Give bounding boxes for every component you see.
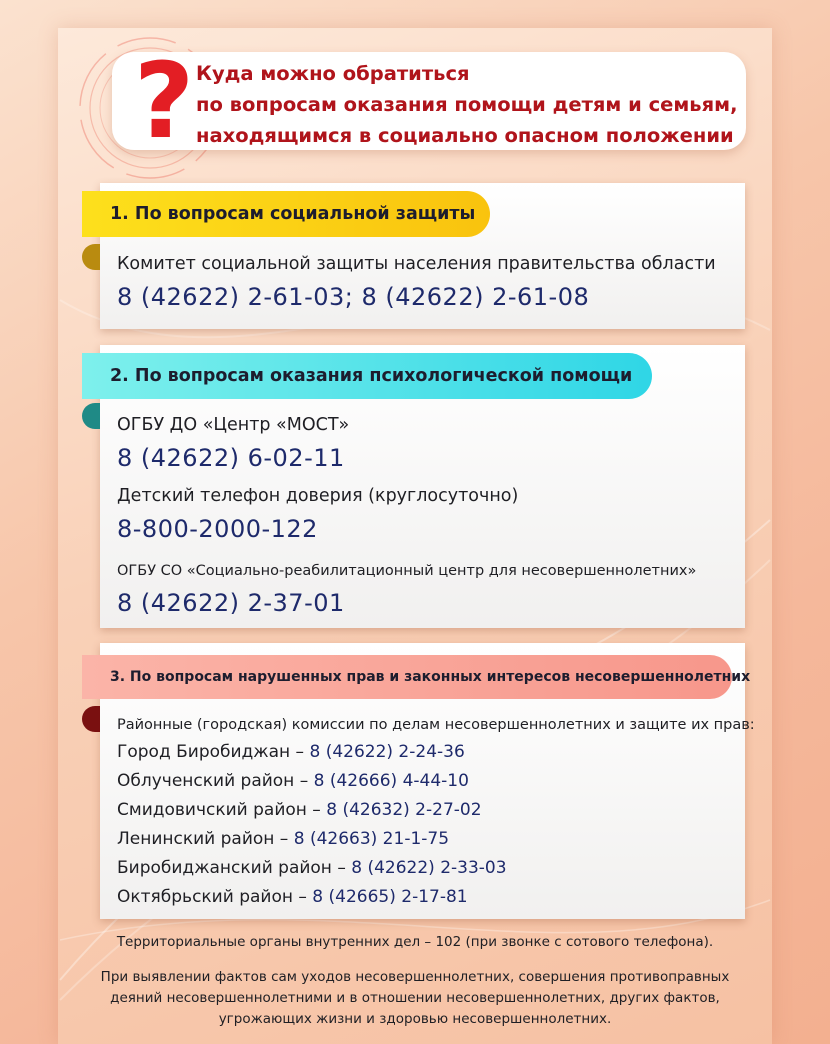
section-2-heading: 2. По вопросам оказания психологической помощи — [82, 353, 652, 399]
commission-name: Облученский район – — [117, 771, 314, 791]
commission-name: Ленинский район – — [117, 829, 294, 849]
title-line-1: Куда можно обратиться — [196, 62, 470, 85]
page-title — [196, 58, 744, 151]
section-1-phones[interactable]: 8 (42622) 2-61-03; 8 (42622) 2-61-08 — [117, 283, 590, 311]
title-line-3: находящимся в социально опасном положении — [196, 124, 734, 147]
section-1-heading: 1. По вопросам социальной защиты — [82, 191, 490, 237]
commission-phone[interactable]: 8 (42632) 2-27-02 — [326, 800, 482, 820]
footer-note — [70, 967, 760, 1030]
footer-note-line-1: При выявлении фактов сам уходов несовершеннолетних, совершения противоправных — [100, 969, 730, 985]
commission-phone[interactable]: 8 (42622) 2-33-03 — [351, 858, 507, 878]
commission-name: Октябрьский район – — [117, 887, 313, 907]
commission-row — [117, 887, 468, 907]
commission-phone[interactable]: 8 (42665) 2-17-81 — [312, 887, 468, 907]
commission-phone[interactable]: 8 (42666) 4-44-10 — [313, 771, 469, 791]
section-2-org-1: ОГБУ ДО «Центр «МОСТ» — [117, 415, 350, 435]
commission-phone[interactable]: 8 (42622) 2-24-36 — [309, 742, 465, 762]
section-3-intro: Районные (городская) комиссии по делам несовершеннолетних и защите их прав: — [117, 717, 755, 733]
title-line-2: по вопросам оказания помощи детям и семьям, — [196, 93, 738, 116]
commission-row — [117, 742, 465, 762]
commission-name: Смидовичский район – — [117, 800, 327, 820]
section-2-org-2: Детский телефон доверия (круглосуточно) — [117, 486, 519, 506]
section-2-org-3: ОГБУ СО «Социально-реабилитационный центр для несовершеннолетних» — [117, 563, 697, 579]
section-3-heading: 3. По вопросам нарушенных прав и законных интересов несовершеннолетних — [82, 655, 732, 699]
commission-row — [117, 829, 449, 849]
commission-name: Биробиджанский район – — [117, 858, 352, 878]
section-2-phone-3[interactable]: 8 (42622) 2-37-01 — [117, 589, 345, 617]
section-2-phone-2[interactable]: 8-800-2000-122 — [117, 515, 318, 543]
commission-name: Город Биробиджан – — [117, 742, 310, 762]
footer-note-line-2: деяний несовершеннолетними и в отношении несовершеннолетних, других фактов, — [110, 990, 720, 1006]
commission-row — [117, 800, 482, 820]
section-2-phone-1[interactable]: 8 (42622) 6-02-11 — [117, 444, 345, 472]
commission-row — [117, 858, 507, 878]
commission-phone[interactable]: 8 (42663) 21-1-75 — [293, 829, 450, 849]
police-note: Территориальные органы внутренних дел – 102 (при звонке с сотового телефона). — [116, 934, 714, 950]
footer-note-line-3: угрожающих жизни и здоровью несовершеннолетних. — [218, 1011, 612, 1027]
question-mark-icon: ? — [133, 40, 195, 162]
section-1-org: Комитет социальной защиты населения правительства области — [117, 254, 716, 274]
commission-row — [117, 771, 469, 791]
